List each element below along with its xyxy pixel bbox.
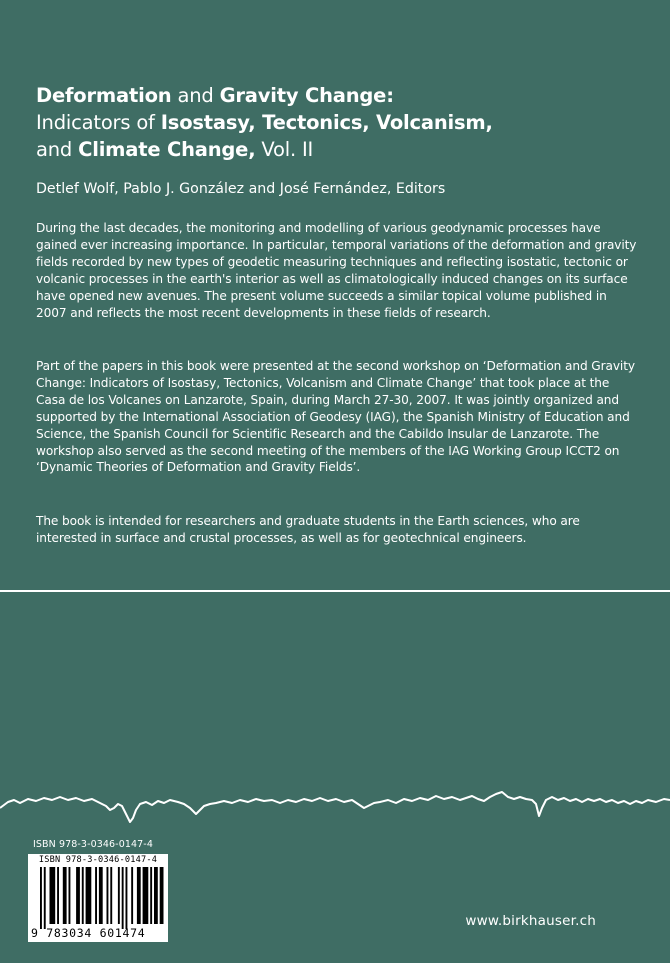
barcode-bar [110,867,112,924]
barcode-bar [57,867,59,924]
title-part: Climate Change, [78,138,256,161]
barcode-bar [63,867,67,924]
barcode-bar [50,867,56,924]
publisher-url: www.birkhauser.ch [465,913,596,929]
barcode-bar [160,867,164,924]
editors-line: Detlef Wolf, Pablo J. González and José Fernández, Editors [36,181,446,197]
barcode-bar [154,867,158,924]
isbn-barcode [28,854,168,942]
barcode-isbn-label: ISBN 978-3-0346-0147-4 [38,855,158,865]
barcode-bar [118,867,120,924]
workshop-paragraph: Part of the papers in this book were presented at the second workshop on ‘Deformation and Gravity Change: Indicators of Isostasy, Tectonics, Volcanism and Climate Change’ that took place at the Casa de los Volcanes on Lanzarote, Spain, during March 27-30, 2007. It was jointly organized and supported by the International Association of Geodesy (IAG), the Spanish Ministry of Education and Science, the Spanish Council for Scientific Research and the Cabildo Insular de Lanzarote. The workshop also served as the second meeting of the members of the IAG Working Group ICCT2 on ‘Dynamic Theories of Deformation and Gravity Fields’. [36,359,635,475]
barcode-bar [95,867,97,924]
title-part: and [36,138,79,161]
barcode-bar [99,867,103,924]
barcode-bar [126,867,128,929]
description-paragraph: During the last decades, the monitoring and modelling of various geodynamic processes have gained ever increasing importance. In particular, temporal variations of the deformation and gravity fields recorded by new types of geodetic measuring techniques and reflecting isostatic, tectonic or volcanic processes in the earth's interior as well as climatologically induced changes on its surface have opened new avenues. The present volume succeeds a similar topical volume published in 2007 and reflects the most recent developments in these fields of research. [36,221,637,320]
barcode-bar [86,867,92,924]
barcode-bar [150,867,152,924]
horizontal-divider [0,590,670,592]
barcode-bar [40,867,42,929]
title-part: and [171,84,220,107]
barcode-digits: 9 783034 601474 [31,926,146,940]
gravity-profile-graphic [0,770,670,830]
barcode-bar [131,867,133,924]
title-part: Deformation [36,84,172,107]
barcode-bar [107,867,109,924]
barcode-bar [137,867,141,924]
title-part: Vol. II [255,138,314,161]
title-part: Indicators of [36,111,161,134]
barcode-bar [76,867,80,924]
barcode-bar [44,867,46,929]
barcode-bar [69,867,71,924]
title-part: Gravity Change: [219,84,394,107]
barcode-bar [143,867,149,924]
barcode-bar [82,867,84,924]
barcode-bar [122,867,124,929]
isbn-number: ISBN 978-3-0346-0147-4 [33,839,153,850]
audience-paragraph: The book is intended for researchers and graduate students in the Earth sciences, who are interested in surface and crustal processes, as well as for geotechnical engineers. [36,514,580,545]
book-title [36,82,656,163]
title-part: Isostasy, Tectonics, Volcanism, [160,111,493,134]
